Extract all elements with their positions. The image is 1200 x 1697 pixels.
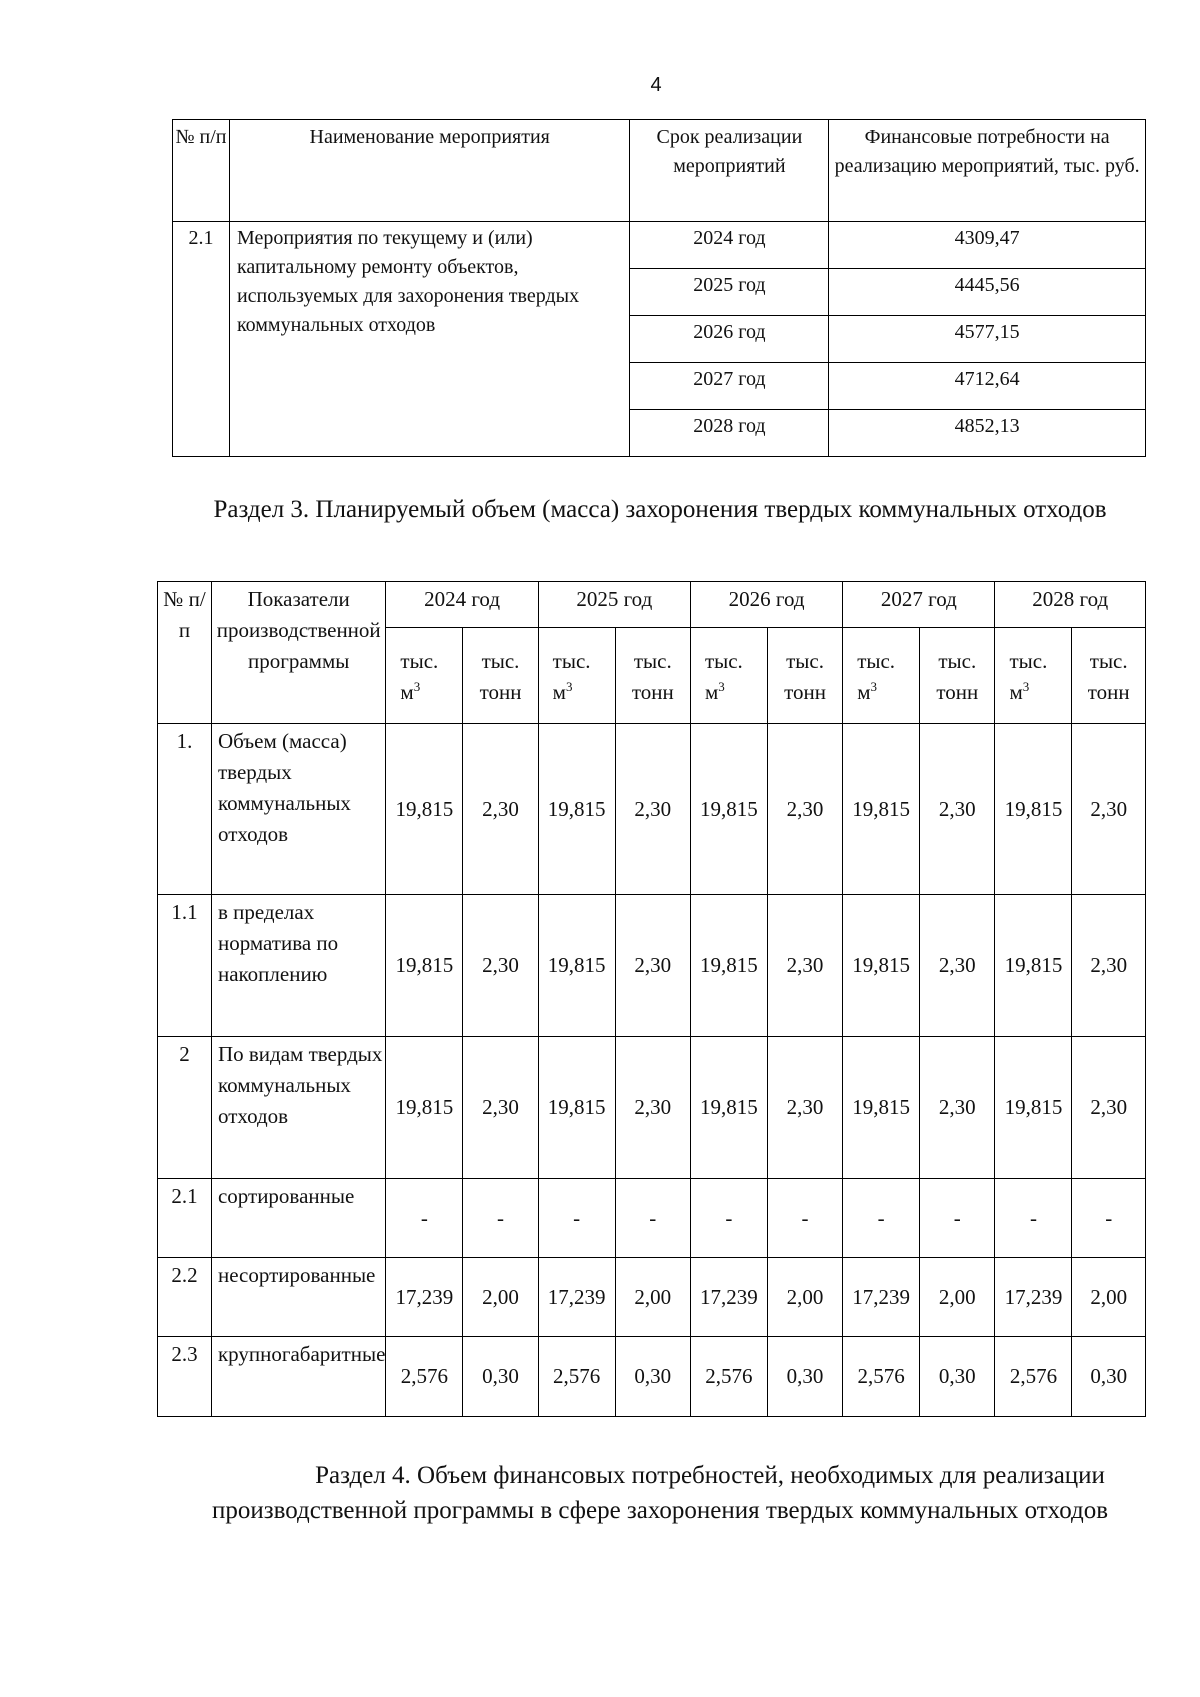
mass-cell: 0,30 bbox=[615, 1337, 690, 1417]
volume-cell: 17,239 bbox=[843, 1258, 920, 1337]
mass-cell: 2,00 bbox=[920, 1258, 995, 1337]
volume-cell: - bbox=[843, 1179, 920, 1258]
mass-cell: 2,00 bbox=[1072, 1258, 1146, 1337]
mass-cell: 2,30 bbox=[1072, 1037, 1146, 1179]
header-year: 2024 год bbox=[386, 582, 538, 628]
volume-cell: - bbox=[386, 1179, 463, 1258]
volume-cell: 19,815 bbox=[690, 1037, 767, 1179]
mass-cell: 2,30 bbox=[920, 1037, 995, 1179]
row-indicator: сортированные bbox=[211, 1179, 385, 1258]
header-term: Срок реализации мероприятий bbox=[630, 120, 829, 222]
volume-cell: 17,239 bbox=[995, 1258, 1072, 1337]
unit-mass-header: тыс. тонн bbox=[767, 628, 842, 724]
section-3-title: Раздел 3. Планируемый объем (масса) захоронения твердых коммунальных отходов bbox=[213, 496, 1107, 523]
unit-mass-header: тыс. тонн bbox=[463, 628, 538, 724]
unit-volume-header: тыс. $м^3$ bbox=[538, 628, 615, 724]
row-num: 1. bbox=[158, 724, 212, 895]
row-num: 1.1 bbox=[158, 895, 212, 1037]
volume-cell: 19,815 bbox=[386, 724, 463, 895]
row-num: 2 bbox=[158, 1037, 212, 1179]
unit-mass-header: тыс. тонн bbox=[920, 628, 995, 724]
volume-cell: 19,815 bbox=[995, 895, 1072, 1037]
mass-cell: - bbox=[1072, 1179, 1146, 1258]
mass-cell: 2,30 bbox=[767, 1037, 842, 1179]
header-year: 2026 год bbox=[690, 582, 842, 628]
mass-cell: - bbox=[767, 1179, 842, 1258]
value-cell: 4577,15 bbox=[829, 316, 1146, 363]
unit-volume-header: тыс. $м^3$ bbox=[995, 628, 1072, 724]
unit-volume-header: тыс. $м^3$ bbox=[386, 628, 463, 724]
volume-cell: 19,815 bbox=[538, 724, 615, 895]
mass-cell: 2,30 bbox=[1072, 895, 1146, 1037]
header-finance: Финансовые потребности на реализацию мероприятий, тыс. руб. bbox=[829, 120, 1146, 222]
header-num: № п/п bbox=[158, 582, 212, 724]
page-number: 4 bbox=[650, 74, 662, 96]
volume-cell: 19,815 bbox=[690, 895, 767, 1037]
header-year: 2025 год bbox=[538, 582, 690, 628]
table-row bbox=[158, 1179, 1146, 1258]
waste-volume-table bbox=[157, 581, 1146, 1417]
mass-cell: 0,30 bbox=[1072, 1337, 1146, 1417]
header-name: Наименование мероприятия bbox=[229, 120, 630, 222]
mass-cell: 2,30 bbox=[615, 724, 690, 895]
unit-volume-header: тыс. $м^3$ bbox=[690, 628, 767, 724]
mass-cell: 2,30 bbox=[1072, 724, 1146, 895]
volume-cell: 19,815 bbox=[538, 1037, 615, 1179]
row-indicator: в пределах норматива по накоплению bbox=[211, 895, 385, 1037]
header-num: № п/п bbox=[173, 120, 230, 222]
volume-cell: 19,815 bbox=[386, 895, 463, 1037]
row-num: 2.1 bbox=[173, 222, 230, 457]
mass-cell: 0,30 bbox=[920, 1337, 995, 1417]
year-cell: 2025 год bbox=[630, 269, 829, 316]
volume-cell: 19,815 bbox=[843, 724, 920, 895]
year-cell: 2024 год bbox=[630, 222, 829, 269]
mass-cell: 2,30 bbox=[920, 724, 995, 895]
volume-cell: 19,815 bbox=[386, 1037, 463, 1179]
unit-volume-header: тыс. $м^3$ bbox=[843, 628, 920, 724]
volume-cell: 2,576 bbox=[995, 1337, 1072, 1417]
value-cell: 4852,13 bbox=[829, 410, 1146, 457]
mass-cell: 2,30 bbox=[767, 724, 842, 895]
table-row bbox=[158, 1258, 1146, 1337]
mass-cell: - bbox=[463, 1179, 538, 1258]
header-year: 2027 год bbox=[843, 582, 995, 628]
mass-cell: 2,00 bbox=[615, 1258, 690, 1337]
year-cell: 2027 год bbox=[630, 363, 829, 410]
activities-finance-table bbox=[172, 119, 1146, 457]
header-indicator: Показатели производственной программы bbox=[211, 582, 385, 724]
unit-mass-header: тыс. тонн bbox=[1072, 628, 1146, 724]
volume-cell: - bbox=[538, 1179, 615, 1258]
value-cell: 4712,64 bbox=[829, 363, 1146, 410]
volume-cell: 19,815 bbox=[995, 1037, 1072, 1179]
row-indicator: несортированные bbox=[211, 1258, 385, 1337]
unit-mass-header: тыс. тонн bbox=[615, 628, 690, 724]
mass-cell: 2,30 bbox=[920, 895, 995, 1037]
table-row bbox=[158, 1337, 1146, 1417]
volume-cell: 2,576 bbox=[386, 1337, 463, 1417]
value-cell: 4445,56 bbox=[829, 269, 1146, 316]
row-num: 2.2 bbox=[158, 1258, 212, 1337]
volume-cell: 19,815 bbox=[995, 724, 1072, 895]
mass-cell: 2,30 bbox=[615, 1037, 690, 1179]
row-indicator: По видам твердых коммунальных отходов bbox=[211, 1037, 385, 1179]
mass-cell: 2,00 bbox=[463, 1258, 538, 1337]
mass-cell: 2,30 bbox=[767, 895, 842, 1037]
row-num: 2.3 bbox=[158, 1337, 212, 1417]
mass-cell: 2,30 bbox=[463, 724, 538, 895]
year-cell: 2028 год bbox=[630, 410, 829, 457]
section-4-title bbox=[160, 1458, 1160, 1528]
table-row bbox=[173, 222, 1146, 269]
header-year: 2028 год bbox=[995, 582, 1146, 628]
volume-cell: 19,815 bbox=[538, 895, 615, 1037]
volume-cell: 19,815 bbox=[690, 724, 767, 895]
row-num: 2.1 bbox=[158, 1179, 212, 1258]
mass-cell: 0,30 bbox=[463, 1337, 538, 1417]
mass-cell: 2,30 bbox=[615, 895, 690, 1037]
row-name: Мероприятия по текущему и (или) капитальному ремонту объектов, используемых для захоронения твердых коммунальных отходов bbox=[229, 222, 630, 457]
section-4-title-text: Раздел 4. Объем финансовых потребностей, необходимых для реализации производственной программы в сфере захоронения твердых коммунальных отходов bbox=[211, 1462, 1109, 1524]
table-row bbox=[158, 1037, 1146, 1179]
table-row bbox=[158, 724, 1146, 895]
year-cell: 2026 год bbox=[630, 316, 829, 363]
mass-cell: 2,00 bbox=[767, 1258, 842, 1337]
volume-cell: 2,576 bbox=[843, 1337, 920, 1417]
row-indicator: крупногабаритные bbox=[211, 1337, 385, 1417]
value-cell: 4309,47 bbox=[829, 222, 1146, 269]
mass-cell: 2,30 bbox=[463, 1037, 538, 1179]
mass-cell: - bbox=[615, 1179, 690, 1258]
volume-cell: - bbox=[690, 1179, 767, 1258]
mass-cell: - bbox=[920, 1179, 995, 1258]
volume-cell: 17,239 bbox=[690, 1258, 767, 1337]
volume-cell: 2,576 bbox=[538, 1337, 615, 1417]
table-header-row bbox=[173, 120, 1146, 222]
volume-cell: 17,239 bbox=[538, 1258, 615, 1337]
volume-cell: 17,239 bbox=[386, 1258, 463, 1337]
mass-cell: 0,30 bbox=[767, 1337, 842, 1417]
table-row bbox=[158, 895, 1146, 1037]
row-indicator: Объем (масса) твердых коммунальных отходов bbox=[211, 724, 385, 895]
mass-cell: 2,30 bbox=[463, 895, 538, 1037]
volume-cell: 2,576 bbox=[690, 1337, 767, 1417]
volume-cell: 19,815 bbox=[843, 895, 920, 1037]
volume-cell: 19,815 bbox=[843, 1037, 920, 1179]
year-header-row bbox=[158, 582, 1146, 628]
volume-cell: - bbox=[995, 1179, 1072, 1258]
